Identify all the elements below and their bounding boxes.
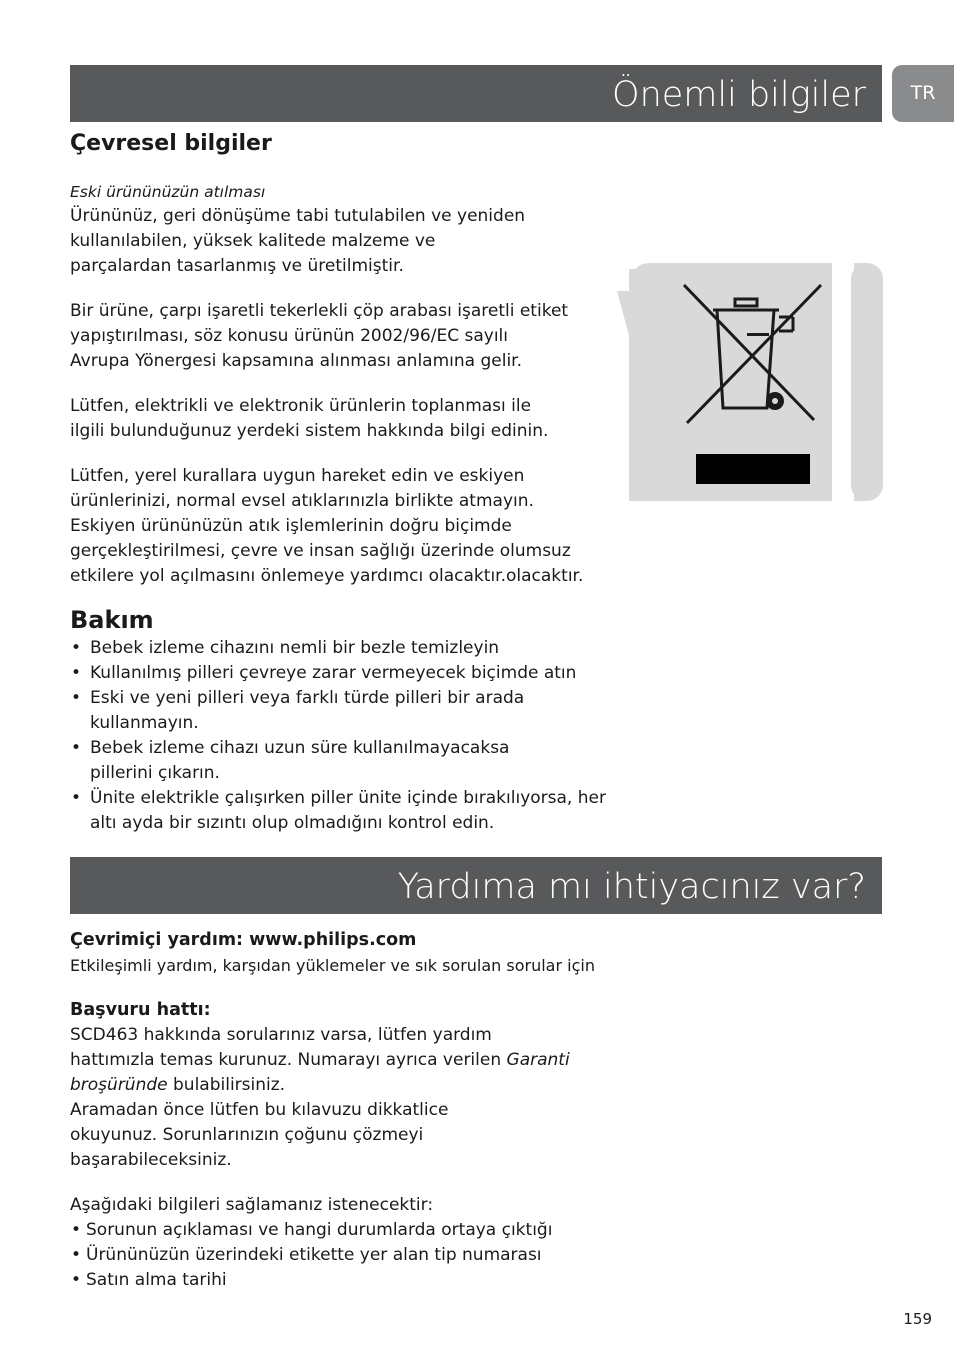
list-item: • Ürününüzün üzerindeki etikette yer alan tip numarası	[70, 1243, 630, 1268]
section-banner-need-help	[70, 857, 882, 914]
list-item: • Kullanılmış pilleri çevreye zarar vermeyecek biçimde atın	[70, 661, 610, 686]
environment-heading: Çevresel bilgiler	[70, 131, 272, 156]
weee-crossed-bin-symbol	[617, 263, 883, 501]
environment-paragraph-4: Lütfen, yerel kurallara uygun hareket edin ve eskiyen ürünlerinizi, normal evsel atıklarınızla birlikte atmayın. Eskiyen ürününüzün atık işlemlerinin doğru biçimde gerçekleştirilmesi, çevre ve insan sağlığı üzerinde olumsuz etkilere yol açılmasını önlemeye yardımcı olacaktır.olacaktır.	[70, 466, 584, 586]
list-item: • Ünite elektrikle çalışırken piller ünite içinde bırakılıyorsa, her altı ayda bir sızıntı olup olmadığını kontrol edin.	[70, 786, 610, 836]
language-tab	[892, 65, 954, 122]
environment-section	[70, 128, 610, 589]
maintenance-section	[70, 604, 610, 836]
help-section	[70, 926, 630, 1293]
environment-paragraph-3: Lütfen, elektrikli ve elektronik ürünlerin toplanması ile ilgili bulunduğunuz yerdeki sistem hakkında bilgi edinin.	[70, 396, 549, 441]
language-tab-label: TR	[910, 82, 936, 104]
page-title: Önemli bilgiler	[612, 75, 866, 115]
list-item: • Bebek izleme cihazı uzun süre kullanılmayacaksa pillerini çıkarın.	[70, 736, 570, 786]
info-intro: Aşağıdaki bilgileri sağlamanız istenecektir:	[70, 1195, 434, 1215]
info-list	[70, 1218, 630, 1293]
page-number: 159	[903, 1310, 932, 1328]
help-title: Yardıma mı ihtiyacınız var?	[397, 867, 866, 907]
hotline-text-b: bulabilirsiniz.	[167, 1075, 286, 1095]
hotline-text-a: SCD463 hakkında sorularınız varsa, lütfen yardım hattımızla temas kurunuz. Numarayı ayrıca verilen	[70, 1025, 507, 1070]
list-item: • Satın alma tarihi	[70, 1268, 630, 1293]
hotline-heading: Başvuru hattı:	[70, 1000, 211, 1020]
section-banner-important-info	[70, 65, 882, 122]
maintenance-list	[70, 636, 610, 836]
hotline-text-2: Aramadan önce lütfen bu kılavuzu dikkatlice okuyunuz. Sorunlarınızın çoğunu çözmeyi başarabileceksiniz.	[70, 1100, 449, 1170]
list-item: • Bebek izleme cihazını nemli bir bezle temizleyin	[70, 636, 610, 661]
warranty-leaflet-reference: Garanti broşüründe	[70, 1050, 570, 1095]
environment-subheading: Eski ürününüzün atılması	[70, 183, 266, 201]
online-help-heading: Çevrimiçi yardım: www.philips.com	[70, 930, 417, 950]
hotline-text	[70, 1023, 570, 1098]
environment-paragraph-2: Bir ürüne, çarpı işaretli tekerlekli çöp arabası işaretli etiket yapıştırılması, söz konusu ürünün 2002/96/EC sayılı Avrupa Yönergesi kapsamına alınması anlamına gelir.	[70, 301, 569, 371]
online-help-text: Etkileşimli yardım, karşıdan yüklemeler ve sık sorulan sorular için	[70, 956, 595, 975]
list-item: • Eski ve yeni pilleri veya farklı türde pilleri bir arada kullanmayın.	[70, 686, 550, 736]
environment-paragraph-1: Ürününüz, geri dönüşüme tabi tutulabilen ve yeniden kullanılabilen, yüksek kalitede malzeme ve parçalardan tasarlanmış ve üretilmiştir.	[70, 206, 526, 276]
list-item: • Sorunun açıklaması ve hangi durumlarda ortaya çıktığı	[70, 1218, 630, 1243]
maintenance-heading: Bakım	[70, 606, 154, 634]
crossed-out-wheelie-bin-icon	[617, 263, 883, 501]
